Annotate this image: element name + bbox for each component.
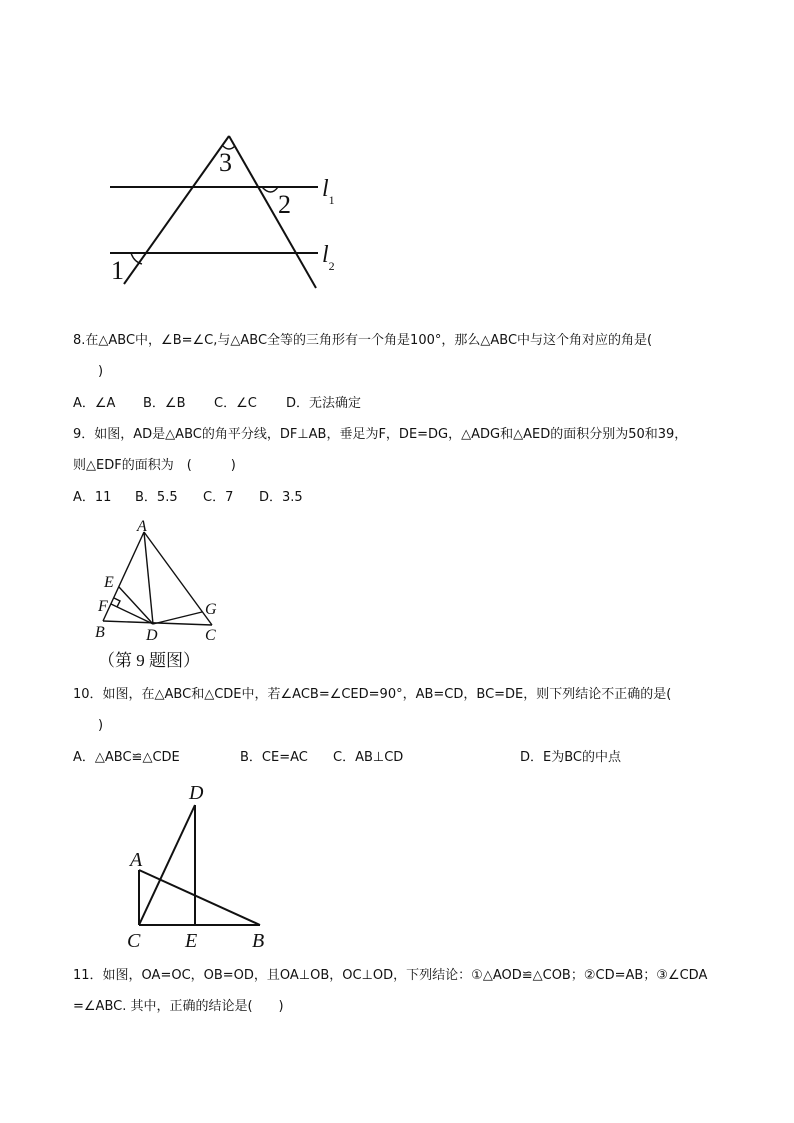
q11-stem-line1: 11．如图，OA=OC，OB=OD，且OA⊥OB，OC⊥OD，下列结论：①△AOD≌△COB；②CD=AB；③∠CDA: [73, 968, 708, 983]
q10-option-a: A．△ABC≌△CDE: [73, 750, 180, 765]
q9-label-f: F: [98, 598, 108, 615]
q8-option-a: A．∠A: [73, 396, 116, 411]
q10-segment-ab: [139, 870, 260, 925]
q9-label-d: D: [146, 627, 158, 644]
angle-2-label: 2: [278, 190, 291, 219]
q9-label-e: E: [104, 574, 114, 591]
q8-option-d: D．无法确定: [286, 396, 362, 411]
q8-option-b: B．∠B: [143, 396, 186, 411]
q8-option-c: C．∠C: [214, 396, 257, 411]
q10-stem-line1: 10．如图，在△ABC和△CDE中，若∠ACB=∠CED=90°，AB=CD，BC=DE，则下列结论不正确的是(: [73, 687, 672, 702]
angle-3-label: 3: [219, 148, 232, 177]
q10-label-e: E: [185, 930, 198, 952]
q10-option-c: C．AB⊥CD: [333, 750, 404, 765]
angle-1-label: 1: [111, 256, 124, 285]
q10-option-b: B．CE=AC: [240, 750, 308, 765]
q9-label-g: G: [205, 601, 217, 618]
q8-stem-line2: ): [98, 364, 104, 379]
q9-option-a: A．11: [73, 490, 112, 505]
line-l2-label: $l_2$: [322, 242, 335, 273]
q9-option-c: C．7: [203, 490, 234, 505]
q8-stem-line1: 8.在△ABC中，∠B=∠C,与△ABC全等的三角形有一个角是100°，那么△ABC中与这个角对应的角是(: [73, 333, 653, 348]
q10-label-a: A: [130, 849, 143, 871]
q9-label-a: A: [137, 518, 147, 535]
q10-segment-cd: [139, 805, 195, 925]
q9-option-d: D．3.5: [259, 490, 303, 505]
q10-label-c: C: [127, 930, 141, 952]
q9-label-c: C: [205, 627, 216, 644]
q9-option-b: B．5.5: [135, 490, 178, 505]
q10-option-d: D．E为BC的中点: [520, 750, 621, 765]
q10-stem-line2: ): [98, 718, 104, 733]
q10-label-b: B: [252, 930, 265, 952]
q11-stem-line2: =∠ABC. 其中，正确的结论是( ): [73, 999, 284, 1014]
line-l1-label: $l_1$: [322, 176, 335, 207]
q9-stem-line2: 则△EDF的面积为 ( ): [73, 458, 236, 473]
q9-figure-caption: （第 9 题图）: [98, 651, 200, 670]
q9-label-b: B: [95, 624, 105, 641]
q10-label-d: D: [189, 782, 204, 804]
q9-stem-line1: 9．如图，AD是△ABC的角平分线，DF⊥AB，垂足为F，DE=DG，△ADG和△AED的面积分别为50和39，: [73, 427, 688, 442]
